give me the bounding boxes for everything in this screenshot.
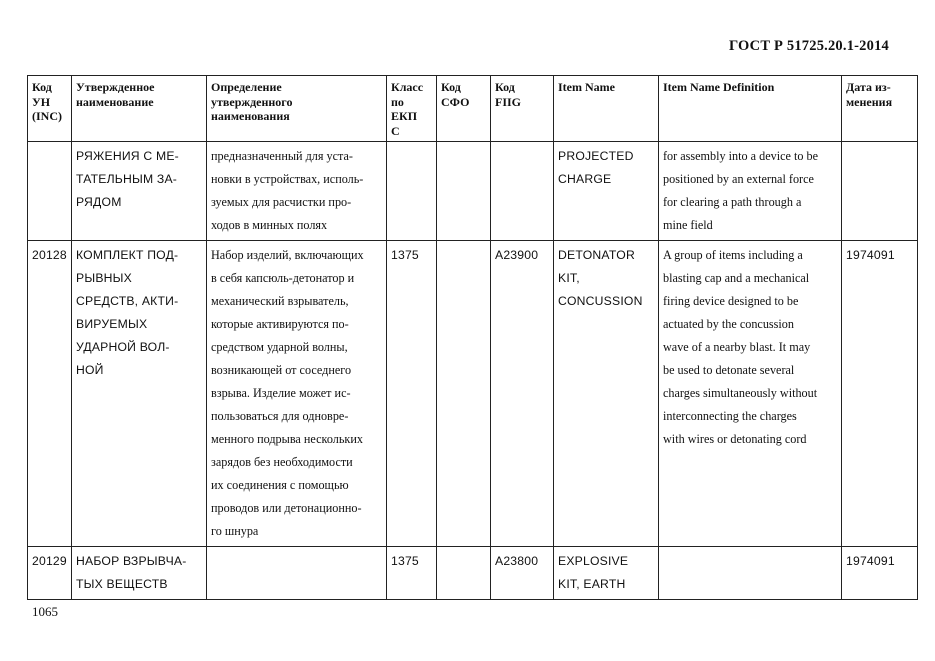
column-header-line: Код xyxy=(495,80,515,94)
cell-line: РЯДОМ xyxy=(76,195,122,209)
inc-code-cell xyxy=(28,142,72,241)
document-standard-header: ГОСТ Р 51725.20.1-2014 xyxy=(728,38,889,54)
fiig-code-cell: A23800 xyxy=(491,547,554,600)
column-header-line: FIIG xyxy=(495,94,522,109)
name-definition-cell xyxy=(207,142,387,241)
column-header-line: наименования xyxy=(211,109,290,123)
column-header-line: Item Name xyxy=(558,80,615,94)
cell-line: KIT, xyxy=(558,271,580,285)
cell-line: пользоваться для одновре- xyxy=(211,409,349,423)
column-header-line: по xyxy=(391,94,404,109)
cell-line: КОМПЛЕКТ ПОД- xyxy=(76,248,179,262)
cell-line: УДАРНОЙ ВОЛ- xyxy=(76,340,170,354)
fiig-code-cell xyxy=(491,142,554,241)
cell-line: for assembly into a device to be xyxy=(663,149,819,163)
column-header-line: УН xyxy=(32,94,51,109)
cell-line: firing device designed to be xyxy=(663,294,799,308)
cell-line: НОЙ xyxy=(76,363,104,377)
approved-name-cell xyxy=(72,547,207,600)
change-date-cell: 1974091 xyxy=(842,241,918,547)
table-row xyxy=(28,142,918,241)
column-header-approved-name xyxy=(72,76,207,142)
ekps-class-cell: 1375 xyxy=(387,547,437,600)
column-header-item-name-definition xyxy=(659,76,842,142)
cell-line: их соединения с помощью xyxy=(211,478,349,492)
cell-line: A group of items including a xyxy=(663,248,803,262)
cell-line: interconnecting the charges xyxy=(663,409,797,423)
sfo-code-cell xyxy=(437,547,491,600)
cell-line: actuated by the concussion xyxy=(663,317,794,331)
column-header-line: утвержденного xyxy=(211,94,293,109)
cell-line: for clearing a path through a xyxy=(663,195,802,209)
cell-line: CHARGE xyxy=(558,172,612,186)
cell-line: механический взрыватель, xyxy=(211,294,349,308)
sfo-code-cell xyxy=(437,241,491,547)
cell-line: blasting cap and a mechanical xyxy=(663,271,810,285)
column-header-fiig-code xyxy=(491,76,554,142)
table-row xyxy=(28,547,918,600)
column-header-line: Код xyxy=(32,80,52,94)
cell-line: проводов или детонационно- xyxy=(211,501,362,515)
cell-line: РЯЖЕНИЯ С МЕ- xyxy=(76,149,179,163)
cell-line: НАБОР ВЗРЫВЧА- xyxy=(76,554,187,568)
name-definition-cell xyxy=(207,241,387,547)
cell-line: DETONATOR xyxy=(558,248,635,262)
ekps-class-cell: 1375 xyxy=(387,241,437,547)
column-header-ekps-class xyxy=(387,76,437,142)
item-name-definition-cell xyxy=(659,142,842,241)
column-header-line: (INC) xyxy=(32,109,62,123)
cell-line: positioned by an external force xyxy=(663,172,814,186)
item-name-cell xyxy=(554,241,659,547)
cell-line: KIT, EARTH xyxy=(558,577,626,591)
cell-line: mine field xyxy=(663,218,713,232)
item-name-definition-cell xyxy=(659,547,842,600)
cell-line: ТАТЕЛЬНЫМ ЗА- xyxy=(76,172,178,186)
column-header-inc-code xyxy=(28,76,72,142)
cell-line: be used to detonate several xyxy=(663,363,795,377)
column-header-line: Утвержденное xyxy=(76,80,155,94)
cell-line: CONCUSSION xyxy=(558,294,643,308)
column-header-name-definition xyxy=(207,76,387,142)
cell-line: го шнура xyxy=(211,524,259,538)
column-header-item-name xyxy=(554,76,659,142)
item-names-table xyxy=(27,75,918,600)
column-header-line: Определение xyxy=(211,80,282,94)
item-name-cell xyxy=(554,547,659,600)
column-header-line: менения xyxy=(846,94,893,109)
column-header-sfo-code xyxy=(437,76,491,142)
inc-code-cell: 20128 xyxy=(28,241,72,547)
page-number: 1065 xyxy=(32,604,58,619)
cell-line: которые активируются по- xyxy=(211,317,349,331)
cell-line: новки в устройствах, исполь- xyxy=(211,172,364,186)
cell-line: charges simultaneously without xyxy=(663,386,818,400)
column-header-line: Класс xyxy=(391,80,424,94)
cell-line: ходов в минных полях xyxy=(211,218,328,232)
change-date-cell xyxy=(842,142,918,241)
cell-line: with wires or detonating cord xyxy=(663,432,807,446)
cell-line: РЫВНЫХ xyxy=(76,271,132,285)
cell-line: взрыва. Изделие может ис- xyxy=(211,386,351,400)
approved-name-cell xyxy=(72,142,207,241)
column-header-line: Дата из- xyxy=(846,80,891,94)
column-header-change-date xyxy=(842,76,918,142)
cell-line: средством ударной волны, xyxy=(211,340,348,354)
cell-line: ТЫХ ВЕЩЕСТВ xyxy=(76,577,168,591)
column-header-line: СФО xyxy=(441,94,470,109)
column-header-line: Item Name Definition xyxy=(663,80,775,94)
cell-line: зуемых для расчистки про- xyxy=(211,195,352,209)
cell-line: менного подрыва нескольких xyxy=(211,432,363,446)
inc-code-cell: 20129 xyxy=(28,547,72,600)
cell-line: возникающей от соседнего xyxy=(211,363,352,377)
cell-line: ВИРУЕМЫХ xyxy=(76,317,148,331)
column-header-line: наименование xyxy=(76,94,154,109)
column-header-line: Код xyxy=(441,80,461,94)
column-header-line: С xyxy=(391,123,400,138)
sfo-code-cell xyxy=(437,142,491,241)
name-definition-cell xyxy=(207,547,387,600)
column-header-line: ЕКП xyxy=(391,109,418,123)
table-header-row xyxy=(28,76,918,142)
item-name-definition-cell xyxy=(659,241,842,547)
cell-line: EXPLOSIVE xyxy=(558,554,629,568)
fiig-code-cell: A23900 xyxy=(491,241,554,547)
cell-line: Набор изделий, включающих xyxy=(211,248,364,262)
cell-line: PROJECTED xyxy=(558,149,634,163)
cell-line: СРЕДСТВ, АКТИ- xyxy=(76,294,179,308)
table-row xyxy=(28,241,918,547)
cell-line: зарядов без необходимости xyxy=(211,455,353,469)
approved-name-cell xyxy=(72,241,207,547)
cell-line: wave of a nearby blast. It may xyxy=(663,340,811,354)
item-name-cell xyxy=(554,142,659,241)
cell-line: в себя капсюль-детонатор и xyxy=(211,271,355,285)
ekps-class-cell xyxy=(387,142,437,241)
cell-line: предназначенный для уста- xyxy=(211,149,353,163)
change-date-cell: 1974091 xyxy=(842,547,918,600)
